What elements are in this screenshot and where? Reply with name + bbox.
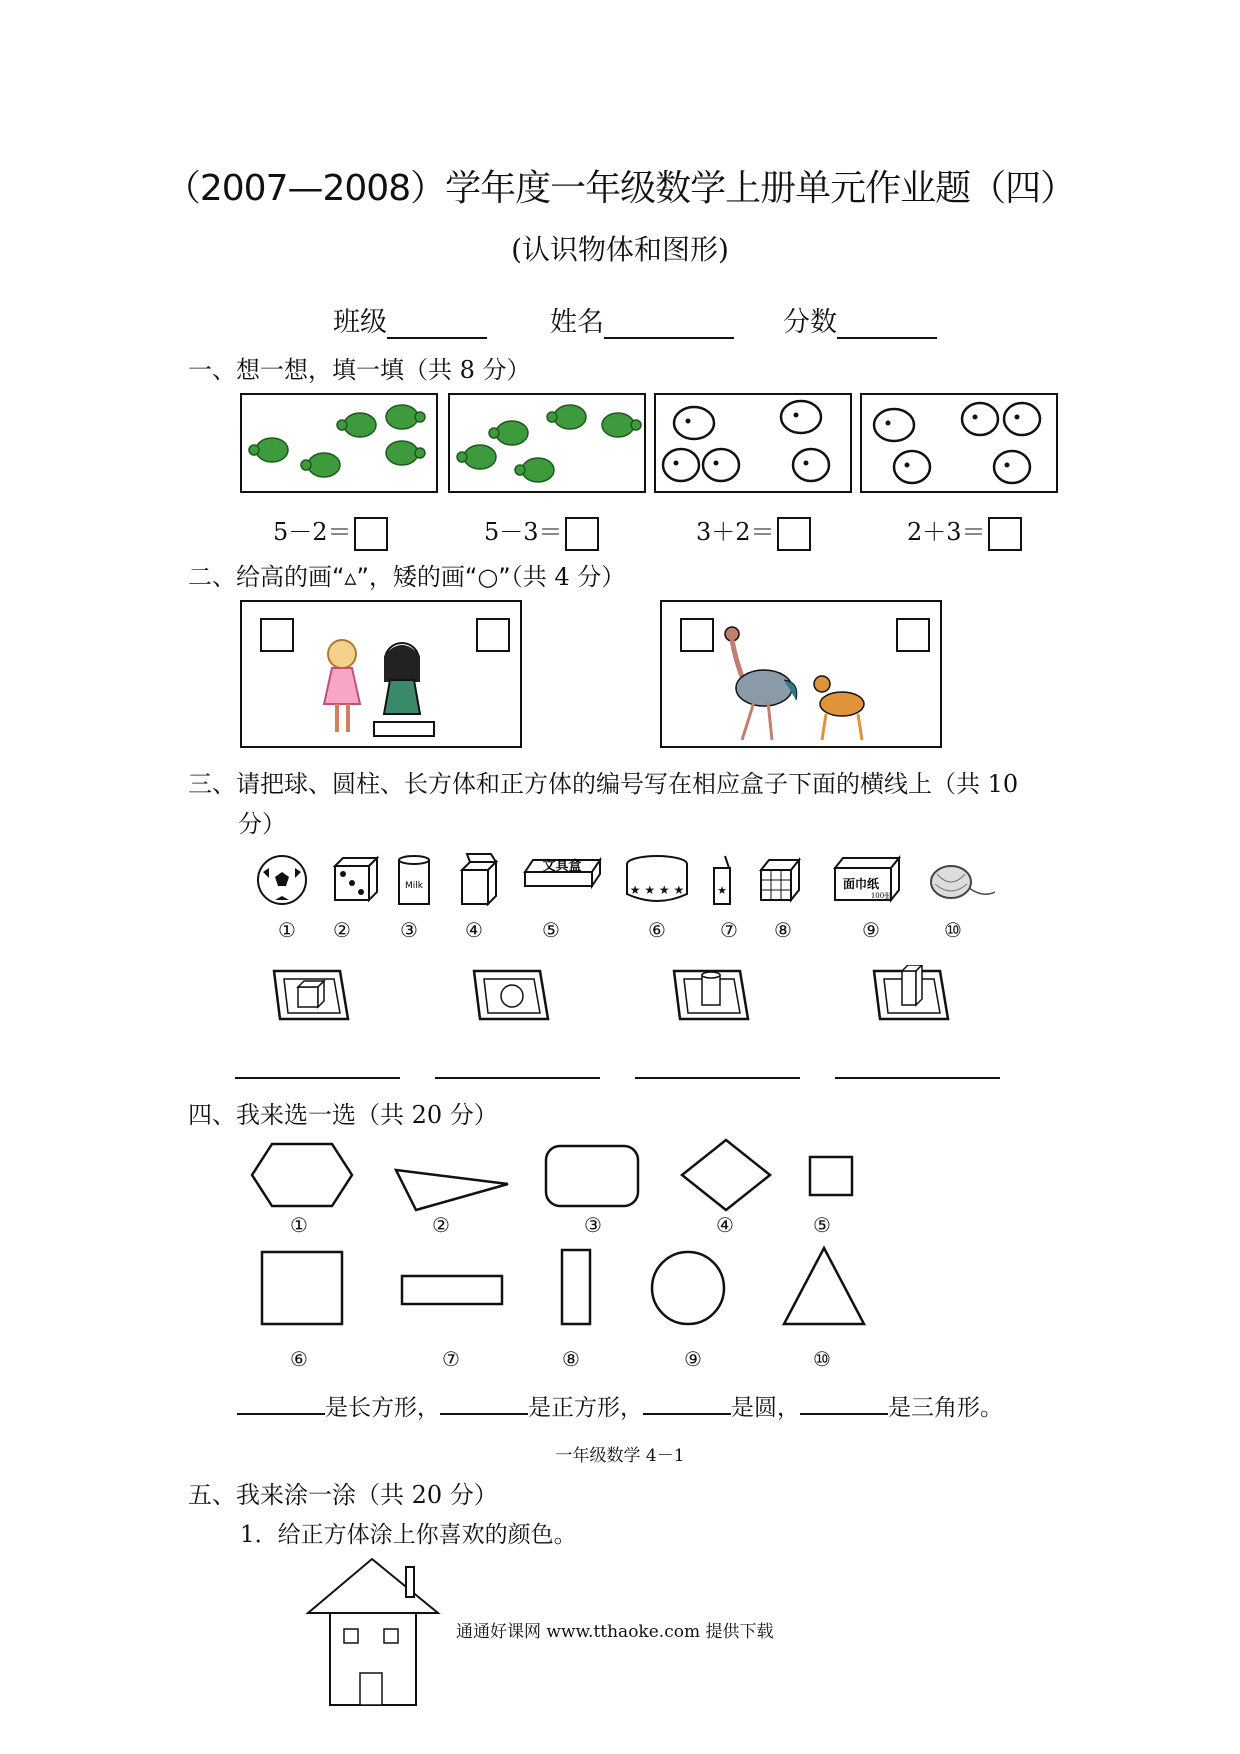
- name-blank[interactable]: [604, 313, 734, 339]
- shape-number: ②: [432, 1213, 450, 1237]
- drink-can-icon: [714, 856, 730, 904]
- svg-text:★ ★ ★ ★: ★ ★ ★ ★: [629, 883, 685, 897]
- triangle-label: 是三角形。: [888, 1395, 1003, 1421]
- chick-picture-2: [860, 393, 1058, 493]
- section2-heading: [188, 557, 625, 592]
- milk-label: Milk: [405, 881, 423, 891]
- object-number: ⑦: [720, 918, 738, 942]
- answer-box-left[interactable]: [260, 618, 294, 652]
- class-field[interactable]: [333, 300, 487, 339]
- object-number: ⑩: [944, 918, 962, 942]
- tray-cylinder-icon: [674, 971, 748, 1019]
- shape-number: ⑧: [562, 1347, 580, 1371]
- tray-ball-icon: [474, 971, 548, 1019]
- milk-can-icon: [399, 856, 429, 904]
- object-number: ①: [278, 918, 296, 942]
- drum-icon: [627, 856, 687, 901]
- score-field[interactable]: [783, 300, 937, 339]
- answer-line[interactable]: [435, 1075, 600, 1079]
- answer-line[interactable]: [835, 1075, 1000, 1079]
- object-number: ⑨: [862, 918, 880, 942]
- section3-title: 三、请把球、圆柱、长方体和正方体的编号写在相应盒子下面的横线上: [188, 770, 932, 798]
- page-subtitle: (认识物体和图形): [511, 233, 729, 266]
- chicks-image: [862, 395, 1056, 491]
- small-square-shape: [810, 1157, 852, 1195]
- rhombus-shape: [682, 1140, 770, 1210]
- turtle-picture-2: [448, 393, 646, 493]
- section1-title: 一、想一想，填一填: [188, 356, 404, 384]
- answer-box[interactable]: [988, 517, 1022, 551]
- shapes-grid: [240, 1130, 890, 1330]
- triangle-shape: [784, 1248, 864, 1324]
- girls-picture: [240, 600, 522, 748]
- shape-number: ④: [716, 1213, 734, 1237]
- shape-answer-sentence: [237, 1389, 1003, 1422]
- section5-item1: 1．给正方体涂上你喜欢的颜色。: [240, 1522, 577, 1548]
- two-girls-image: [302, 632, 452, 746]
- equation-text: 5－2＝: [273, 518, 352, 546]
- section5-points: （共 20 分）: [356, 1481, 498, 1509]
- answer-box-right[interactable]: [896, 618, 930, 652]
- shape-number: ⑥: [290, 1347, 308, 1371]
- shape-number: ⑩: [813, 1347, 831, 1371]
- equation-2[interactable]: [484, 512, 599, 551]
- tall-rectangle-shape: [562, 1250, 590, 1324]
- answer-box-left[interactable]: [680, 618, 714, 652]
- answer-box[interactable]: [354, 517, 388, 551]
- tissue-box-sub: 100张: [870, 892, 892, 900]
- shape-number: ⑦: [442, 1347, 460, 1371]
- section4-points: （共 20 分）: [356, 1101, 498, 1129]
- rectangle-label: 是长方形，: [325, 1395, 440, 1421]
- triangle-answer-blank[interactable]: [800, 1391, 888, 1415]
- animals-picture: [660, 600, 942, 748]
- objects-row: [255, 850, 1000, 910]
- square-answer-blank[interactable]: [440, 1391, 528, 1415]
- chicks-image: [656, 395, 850, 491]
- rectangle-answer-blank[interactable]: [237, 1391, 325, 1415]
- answer-line[interactable]: [635, 1075, 800, 1079]
- open-box-icon: [462, 854, 496, 904]
- object-number: ②: [333, 918, 351, 942]
- turtles-5-image: [242, 395, 436, 491]
- object-number: ④: [465, 918, 483, 942]
- answer-box-right[interactable]: [476, 618, 510, 652]
- object-number: ⑧: [774, 918, 792, 942]
- turtles-5-image: [450, 395, 644, 491]
- watermark-text: 通通好课网 www.tthaoke.com 提供下载: [456, 1622, 774, 1642]
- square-label: 是正方形，: [528, 1395, 643, 1421]
- name-label: 姓名: [550, 307, 604, 338]
- equation-3[interactable]: [696, 512, 811, 551]
- equation-4[interactable]: [907, 512, 1022, 551]
- hexagon-shape: [252, 1144, 352, 1206]
- equation-text: 2＋3＝: [907, 518, 986, 546]
- section3-heading: [188, 764, 1068, 844]
- shape-trays: [270, 965, 970, 1025]
- section4-title: 四、我来选一选: [188, 1101, 356, 1129]
- answer-line[interactable]: [235, 1075, 400, 1079]
- section2-points: （共 4 分）: [510, 563, 626, 591]
- shape-number: ⑤: [813, 1213, 831, 1237]
- section3-points: （共 10: [932, 770, 1019, 798]
- section5-title: 五、我来涂一涂: [188, 1481, 356, 1509]
- answer-box[interactable]: [777, 517, 811, 551]
- house-drawing: [300, 1555, 450, 1710]
- section3-points-cont: 分）: [238, 810, 286, 838]
- chick-picture-1: [654, 393, 852, 493]
- section1-heading: [188, 350, 531, 385]
- shape-number: ③: [584, 1213, 602, 1237]
- name-field[interactable]: [550, 300, 734, 339]
- equation-text: 5－3＝: [484, 518, 563, 546]
- section1-points: （共 8 分）: [404, 356, 531, 384]
- circle-shape: [652, 1252, 724, 1324]
- section4-heading: [188, 1095, 498, 1130]
- rounded-rectangle-shape: [546, 1146, 638, 1206]
- shape-number: ①: [290, 1213, 308, 1237]
- tray-cuboid-icon: [874, 965, 948, 1019]
- object-number: ③: [400, 918, 418, 942]
- equation-text: 3＋2＝: [696, 518, 775, 546]
- circle-answer-blank[interactable]: [643, 1391, 731, 1415]
- class-blank[interactable]: [387, 313, 487, 339]
- section2-title: 二、给高的画“▵”，矮的画“○”: [188, 563, 511, 591]
- class-label: 班级: [333, 307, 387, 338]
- triangle-obtuse-shape: [396, 1170, 508, 1210]
- page-footer: 一年级数学 4－1: [555, 1446, 685, 1466]
- rubiks-cube-icon: [761, 860, 799, 900]
- turtle-picture-1: [240, 393, 438, 493]
- score-blank[interactable]: [837, 313, 937, 339]
- shape-number: ⑨: [684, 1347, 702, 1371]
- tissue-box-label: 面巾纸: [842, 877, 880, 891]
- section5-heading: [188, 1475, 498, 1510]
- object-number: ⑤: [542, 918, 560, 942]
- page-title: （2007—2008）学年度一年级数学上册单元作业题（四）: [164, 168, 1076, 209]
- svg-text:★: ★: [717, 884, 727, 897]
- yarn-ball-icon: [931, 866, 995, 898]
- answer-box[interactable]: [565, 517, 599, 551]
- score-label: 分数: [783, 307, 837, 338]
- ostrich-and-deer-image: [722, 622, 882, 746]
- soccer-ball-icon: [258, 856, 306, 904]
- equation-1[interactable]: [273, 512, 388, 551]
- dice-icon: [335, 858, 377, 900]
- wide-rectangle-shape: [402, 1276, 502, 1304]
- large-square-shape: [262, 1252, 342, 1324]
- pencil-box-label: 文具盒: [542, 859, 582, 874]
- circle-label: 是圆，: [731, 1395, 800, 1421]
- object-number: ⑥: [648, 918, 666, 942]
- tray-cube-icon: [274, 971, 348, 1019]
